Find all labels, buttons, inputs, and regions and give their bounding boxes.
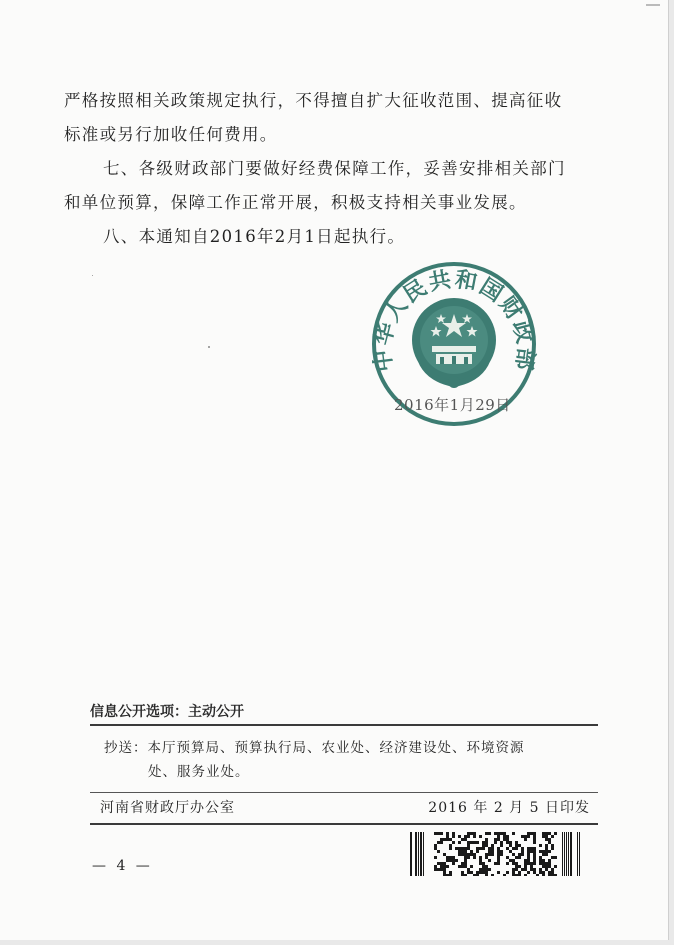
paragraph-3-line-1: 八、本通知自2016年2月1日起执行。 — [103, 227, 406, 246]
disclosure-label: 信息公开选项： — [90, 704, 188, 720]
disclosure-value: 主动公开 — [188, 704, 244, 720]
cc-line-2: 处、服务业处。 — [148, 764, 250, 780]
seal-text: 中华人民共和国财政部 — [370, 267, 538, 374]
paragraph-2-line-1: 七、各级财政部门要做好经费保障工作，妥善安排相关部门 — [103, 159, 566, 178]
scan-mark — [646, 4, 660, 6]
body-text — [64, 84, 604, 254]
page-number: — 4 — — [92, 858, 153, 874]
cc-line-1: 抄送：本厅预算局、预算执行局、农业处、经济建设处、环境资源 — [104, 740, 525, 756]
seal-date: 2016年1月29日 — [394, 396, 511, 414]
paragraph-1-line-1: 严格按照相关政策规定执行，不得擅自扩大征收范围、提高征收 — [64, 91, 563, 110]
issuer-row — [90, 793, 598, 823]
disclosure-option — [90, 700, 598, 724]
paragraph-1-line-2: 标准或另行加收任何费用。 — [64, 125, 278, 144]
document-footer — [90, 700, 598, 825]
issuer: 河南省财政厅办公室 — [100, 800, 235, 816]
divider-bottom — [90, 823, 598, 825]
scan-speck — [208, 346, 210, 348]
barcode — [410, 832, 580, 876]
print-date: 2016 年 2 月 5 日印发 — [428, 800, 590, 816]
paragraph-2-line-2: 和单位预算，保障工作正常开展，积极支持相关事业发展。 — [64, 193, 527, 212]
cc-list — [90, 726, 598, 792]
national-emblem — [412, 298, 496, 388]
scan-speck — [92, 275, 93, 276]
